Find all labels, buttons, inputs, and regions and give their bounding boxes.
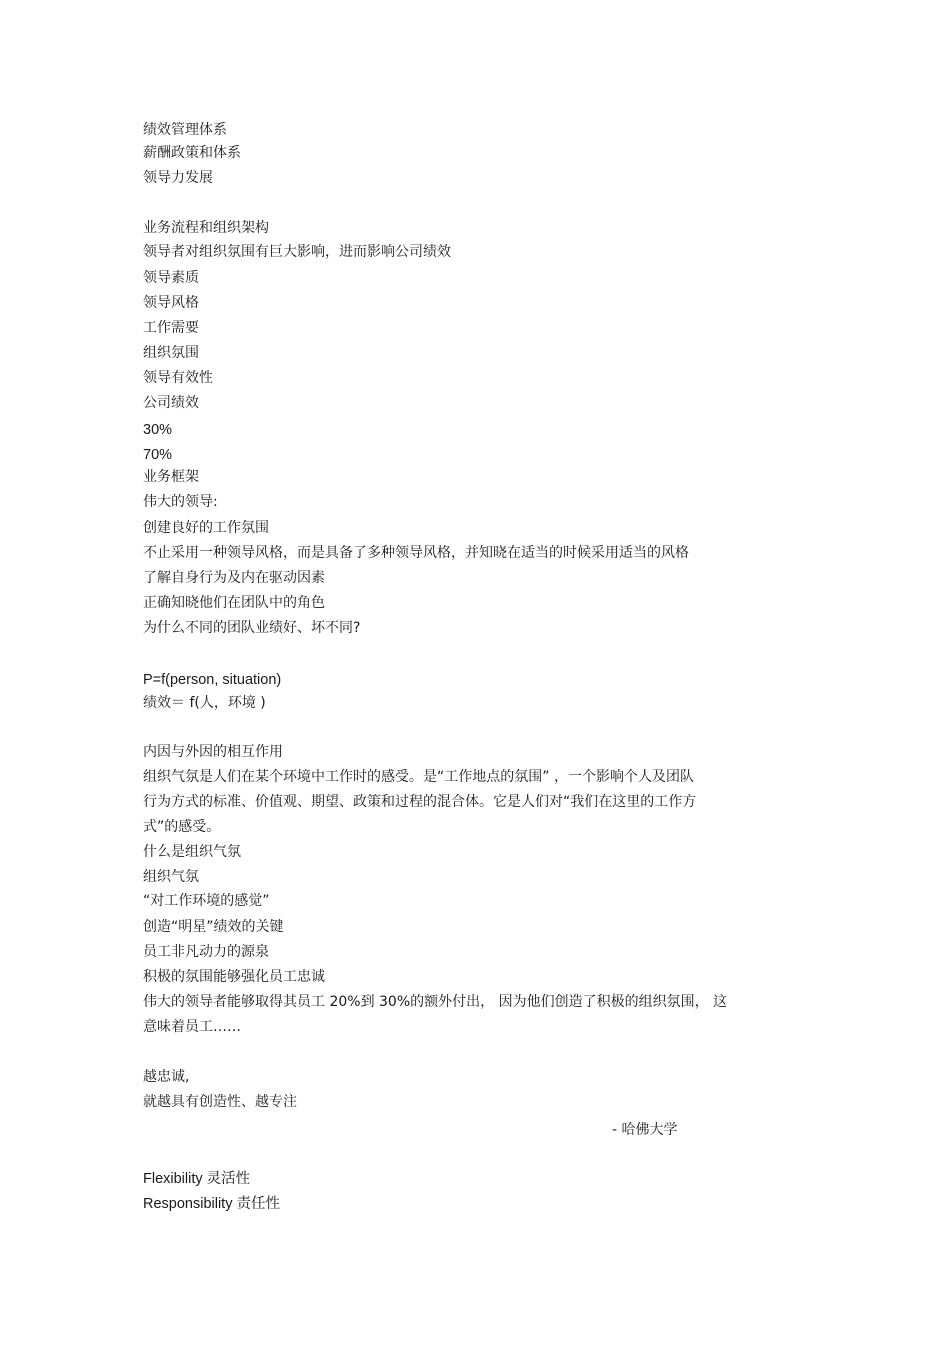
text-line: 就越具有创造性、越专注 — [143, 1094, 297, 1110]
text-line: 领导素质 — [143, 270, 199, 286]
text-line: 积极的氛围能够强化员工忠诚 — [143, 969, 325, 985]
text-line: 员工非凡动力的源泉 — [143, 944, 269, 960]
text-line: 绩效管理体系 — [143, 122, 227, 138]
text-line: 式”的感受。 — [143, 819, 221, 835]
text-line: 什么是组织气氛 — [143, 844, 241, 860]
text-line: 为什么不同的团队业绩好、坏不同? — [143, 620, 361, 636]
text-line: “对工作环境的感觉” — [143, 893, 270, 909]
text-line: 绩效＝ f(人，环境 ) — [143, 695, 266, 711]
text-line: 组织气氛是人们在某个环境中工作时的感受。是“工作地点的氛围” ，一个影响个人及团队 — [143, 769, 694, 785]
text-line: 领导风格 — [143, 295, 199, 311]
text-line: 领导力发展 — [143, 170, 213, 186]
text-line: 领导者对组织氛围有巨大影响，进而影响公司绩效 — [143, 244, 451, 260]
text-line: 伟大的领导者能够取得其员工 20%到 30%的额外付出， 因为他们创造了积极的组织氛围， 这 — [143, 994, 728, 1010]
text-line: 创建良好的工作氛围 — [143, 520, 269, 536]
text-line: Flexibility 灵活性 — [143, 1171, 251, 1187]
text-line: 创造“明星”绩效的关键 — [143, 919, 284, 935]
text-line: 越忠诚, — [143, 1069, 190, 1085]
text-line: 工作需要 — [143, 320, 199, 336]
text-line: 组织气氛 — [143, 869, 199, 885]
text-line: P=f(person, situation) — [143, 672, 282, 688]
text-line: 不止采用一种领导风格，而是具备了多种领导风格，并知晓在适当的时候采用适当的风格 — [143, 545, 689, 561]
text-line: 行为方式的标准、价值观、期望、政策和过程的混合体。它是人们对“我们在这里的工作方 — [143, 794, 697, 810]
text-line: 薪酬政策和体系 — [143, 145, 241, 161]
text-line: 组织氛围 — [143, 345, 199, 361]
text-line: 内因与外因的相互作用 — [143, 744, 283, 760]
text-line: 正确知晓他们在团队中的角色 — [143, 595, 325, 611]
text-line: 70% — [143, 447, 173, 463]
text-line: 业务框架 — [143, 469, 199, 485]
text-line: Responsibility 责任性 — [143, 1196, 280, 1212]
text-line: 伟大的领导: — [143, 494, 218, 510]
text-line: 业务流程和组织架构 — [143, 220, 269, 236]
text-line: 30% — [143, 422, 173, 438]
text-line: 意味着员工…… — [143, 1019, 241, 1035]
text-line: 领导有效性 — [143, 370, 213, 386]
quote-attribution: - 哈佛大学 — [612, 1122, 678, 1138]
text-line: 了解自身行为及内在驱动因素 — [143, 570, 325, 586]
text-line: 公司绩效 — [143, 395, 199, 411]
